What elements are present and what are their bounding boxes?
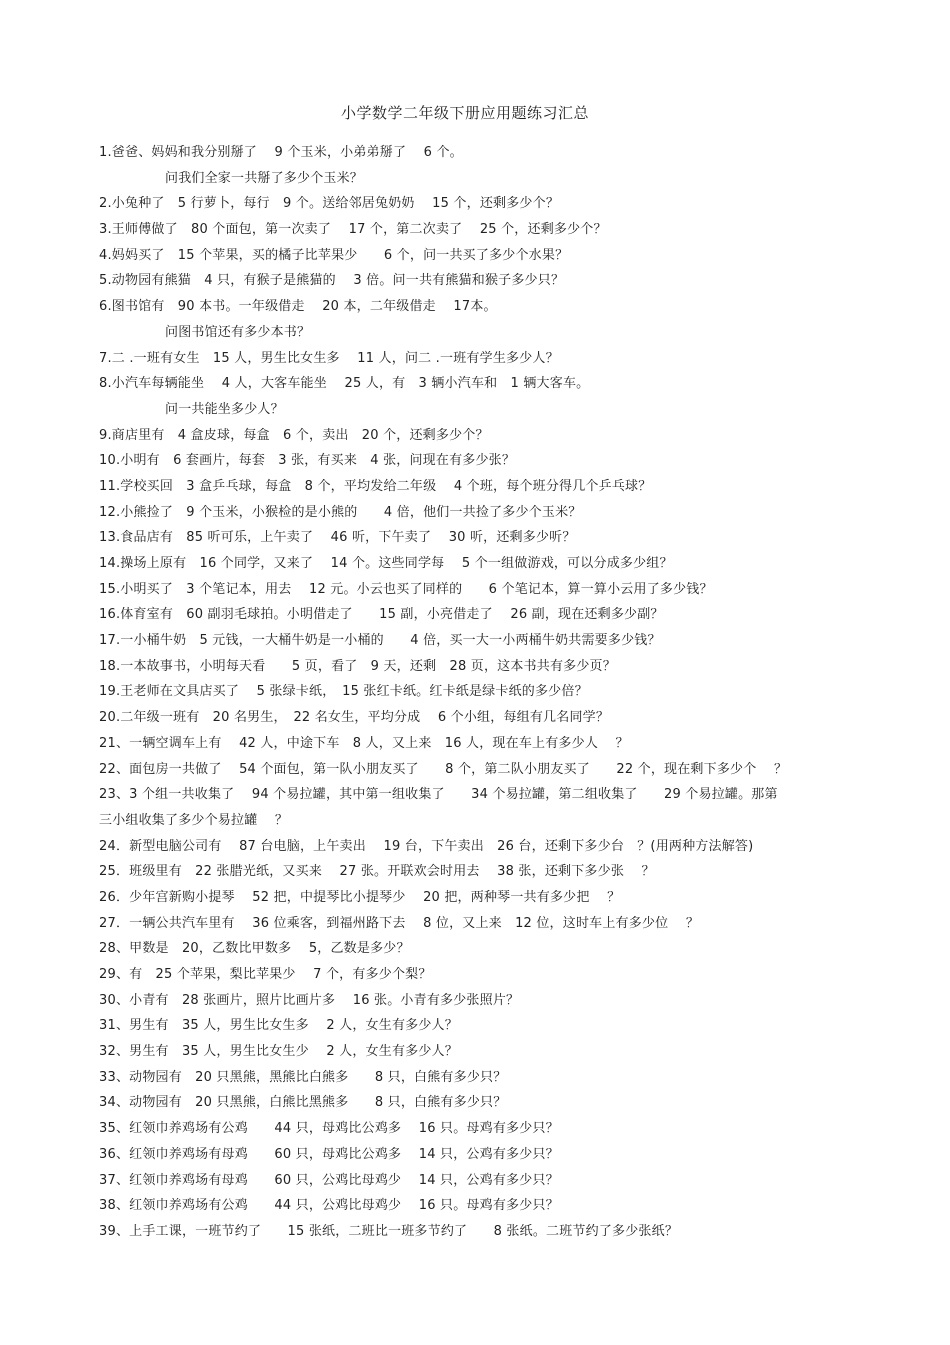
problem-line: 33、动物园有 20 只黑熊，黑熊比白熊多 8 只，白熊有多少只？ [99, 1069, 507, 1085]
problem-line: 31、男生有 35 人，男生比女生多 2 人，女生有多少人？ [99, 1018, 458, 1034]
problem-line: 三小组收集了多少个易拉罐 ？ [99, 812, 289, 828]
problem-line: 17.一小桶牛奶 5 元钱，一大桶牛奶是一小桶的 4 倍，买一大一小两桶牛奶共需要多少钱？ [99, 633, 661, 649]
problem-line: 21、一辆空调车上有 42 人，中途下车 8 人，又上来 16 人，现在车上有多少人 ？ [99, 735, 629, 751]
problem-line: 9.商店里有 4 盒皮球，每盒 6 个，卖出 20 个，还剩多少个？ [99, 427, 489, 443]
problem-continuation-line: 问我们全家一共掰了多少个玉米？ [165, 170, 364, 186]
problem-line: 25．班级里有 22 张腊光纸，又买来 27 张。开联欢会时用去 38 张，还剩下多少张 ？ [99, 864, 655, 880]
problem-line: 10.小明有 6 套画片，每套 3 张，有买来 4 张，问现在有多少张？ [99, 453, 516, 469]
problem-continuation-line: 问图书馆还有多少本书？ [165, 324, 311, 340]
problem-line: 16.体育室有 60 副羽毛球拍。小明借走了 15 副，小亮借走了 26 副，现在还剩多少副？ [99, 607, 664, 623]
problem-line: 5.动物园有熊猫 4 只，有猴子是熊猫的 3 倍。问一共有熊猫和猴子多少只？ [99, 273, 565, 289]
problem-line: 15.小明买了 3 个笔记本，用去 12 元。小云也买了同样的 6 个笔记本，算一算小云用了多少钱？ [99, 581, 713, 597]
problem-line: 11.学校买回 3 盒乒乓球，每盒 8 个，平均发给二年级 4 个班，每个班分得几个乒乓球？ [99, 478, 652, 494]
problem-line: 29、有 25 个苹果，梨比苹果少 7 个，有多少个梨？ [99, 967, 432, 982]
problem-line: 8.小汽车每辆能坐 4 人，大客车能坐 25 人，有 3 辆小汽车和 1 辆大客车。 [99, 376, 590, 392]
problem-line: 2.小兔种了 5 行萝卜，每行 9 个。送给邻居兔奶奶 15 个，还剩多少个？ [99, 196, 560, 212]
problem-line: 3.王师傅做了 80 个面包，第一次卖了 17 个，第二次卖了 25 个，还剩多少个？ [99, 222, 607, 238]
problem-list [99, 140, 859, 1245]
problem-line: 14.操场上原有 16 个同学，又来了 14 个。这些同学每 5 个一组做游戏，可以分成多少组？ [99, 556, 673, 571]
problem-line: 23、3 个组一共收集了 94 个易拉罐，其中第一组收集了 34 个易拉罐，第二组收集了 29 个易拉罐。那第 [99, 787, 778, 803]
problem-line: 1.爸爸、妈妈和我分别掰了 9 个玉米，小弟弟掰了 6 个。 [99, 145, 463, 160]
problem-line: 13.食品店有 85 听可乐，上午卖了 46 听，下午卖了 30 听，还剩多少听？ [99, 530, 576, 546]
problem-line: 22、面包房一共做了 54 个面包，第一队小朋友买了 8 个，第二队小朋友买了 22 个，现在剩下多少个 ？ [99, 761, 788, 777]
problem-line: 7.二 .一班有女生 15 人，男生比女生多 11 人，问二 .一班有学生多少人？ [99, 350, 559, 366]
problem-line: 4.妈妈买了 15 个苹果，买的橘子比苹果少 6 个，问一共买了多少个水果？ [99, 247, 569, 263]
problem-line: 24．新型电脑公司有 87 台电脑，上午卖出 19 台，下午卖出 26 台，还剩下多少台 ？(用两种方法解答) [99, 838, 754, 854]
problem-line: 34、动物园有 20 只黑熊，白熊比黑熊多 8 只，白熊有多少只？ [99, 1095, 507, 1111]
problem-line: 32、男生有 35 人，男生比女生少 2 人，女生有多少人？ [99, 1044, 458, 1060]
problem-line: 12.小熊捡了 9 个玉米，小猴检的是小熊的 4 倍，他们一共捡了多少个玉米？ [99, 504, 582, 520]
problem-line: 38、红领巾养鸡场有公鸡 44 只，公鸡比母鸡少 16 只。母鸡有多少只？ [99, 1198, 559, 1214]
problem-line: 6.图书馆有 90 本书。一年级借走 20 本，二年级借走 17本。 [99, 299, 497, 315]
problem-line: 28、甲数是 20，乙数比甲数多 5，乙数是多少？ [99, 941, 410, 957]
document-title: 小学数学二年级下册应用题练习汇总 [340, 104, 589, 122]
problem-line: 26．少年宫新购小提琴 52 把，中提琴比小提琴少 20 把，两种琴一共有多少把 ？ [99, 889, 621, 905]
problem-continuation-line: 问一共能坐多少人？ [165, 401, 284, 417]
problem-line: 27．一辆公共汽车里有 36 位乘客，到福州路下去 8 位，又上来 12 位，这时车上有多少位 ？ [99, 915, 700, 931]
problem-line: 37、红领巾养鸡场有母鸡 60 只，公鸡比母鸡少 14 只，公鸡有多少只？ [99, 1172, 559, 1188]
problem-line: 35、红领巾养鸡场有公鸡 44 只，母鸡比公鸡多 16 只。母鸡有多少只？ [99, 1121, 559, 1137]
problem-line: 19.王老师在文具店买了 5 张绿卡纸， 15 张红卡纸。红卡纸是绿卡纸的多少倍？ [99, 684, 588, 700]
problem-line: 30、小青有 28 张画片，照片比画片多 16 张。小青有多少张照片？ [99, 992, 520, 1008]
problem-line: 18.一本故事书，小明每天看 5 页，看了 9 天，还剩 28 页，这本书共有多少页？ [99, 658, 616, 674]
problem-line: 20.二年级一班有 20 名男生， 22 名女生，平均分成 6 个小组，每组有几名同学？ [99, 710, 610, 726]
problem-line: 39、上手工课，一班节约了 15 张纸，二班比一班多节约了 8 张纸。二班节约了多少张纸？ [99, 1223, 679, 1239]
problem-line: 36、红领巾养鸡场有母鸡 60 只，母鸡比公鸡多 14 只，公鸡有多少只？ [99, 1146, 559, 1162]
